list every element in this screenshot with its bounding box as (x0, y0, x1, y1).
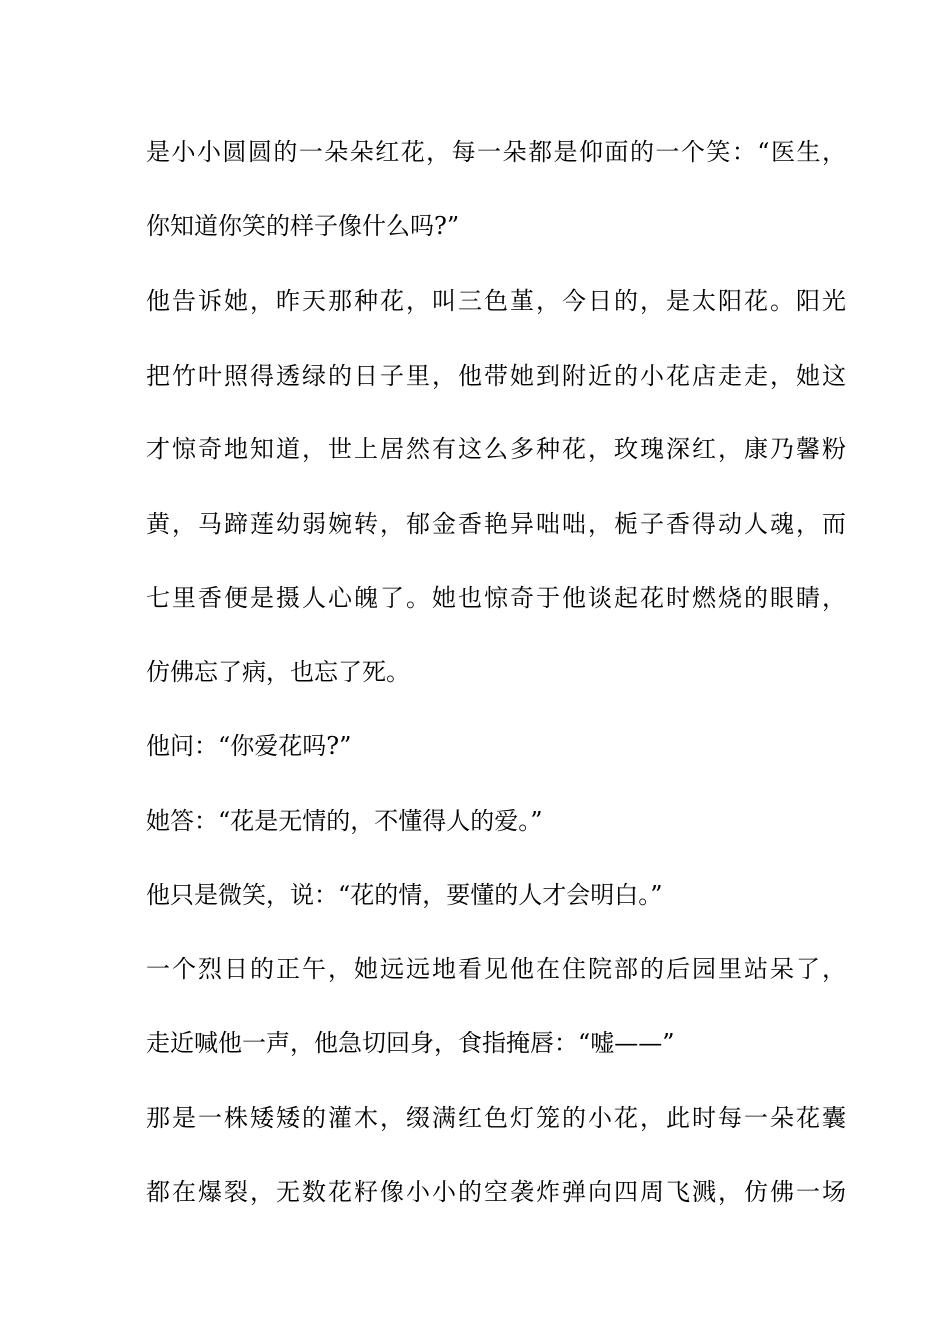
text-line: 走近喊他一声，他急切回身，食指掩唇：“嘘——” (146, 1029, 675, 1057)
text-line: 才惊奇地知道，世上居然有这么多种花，玫瑰深红，康乃馨粉 (146, 435, 846, 463)
text-line: 黄，马蹄莲幼弱婉转，郁金香艳异咄咄，栀子香得动人魂，而 (146, 510, 846, 538)
text-line: 他只是微笑，说：“花的情，要懂的人才会明白。” (146, 881, 663, 909)
text-line: 七里香便是摄人心魄了。她也惊奇于他谈起花时燃烧的眼睛， (146, 584, 846, 612)
text-line: 把竹叶照得透绿的日子里，他带她到附近的小花店走走，她这 (146, 362, 846, 390)
text-line: 他告诉她，昨天那种花，叫三色堇，今日的，是太阳花。阳光 (146, 287, 846, 315)
text-line: 是小小圆圆的一朵朵红花，每一朵都是仰面的一个笑：“医生， (146, 138, 846, 166)
text-line: 他问：“你爱花吗?” (146, 732, 352, 760)
text-line: 一个烈日的正午，她远远地看见他在住院部的后园里站呆了， (146, 955, 846, 983)
text-line: 你知道你笑的样子像什么吗?” (146, 212, 460, 240)
text-line: 她答：“花是无情的，不懂得人的爱。” (146, 807, 543, 835)
text-line: 仿佛忘了病，也忘了死。 (146, 658, 410, 686)
text-line: 那是一株矮矮的灌木，缀满红色灯笼的小花，此时每一朵花囊 (146, 1104, 846, 1132)
text-line: 都在爆裂，无数花籽像小小的空袭炸弹向四周飞溅，仿佛一场 (146, 1178, 846, 1206)
